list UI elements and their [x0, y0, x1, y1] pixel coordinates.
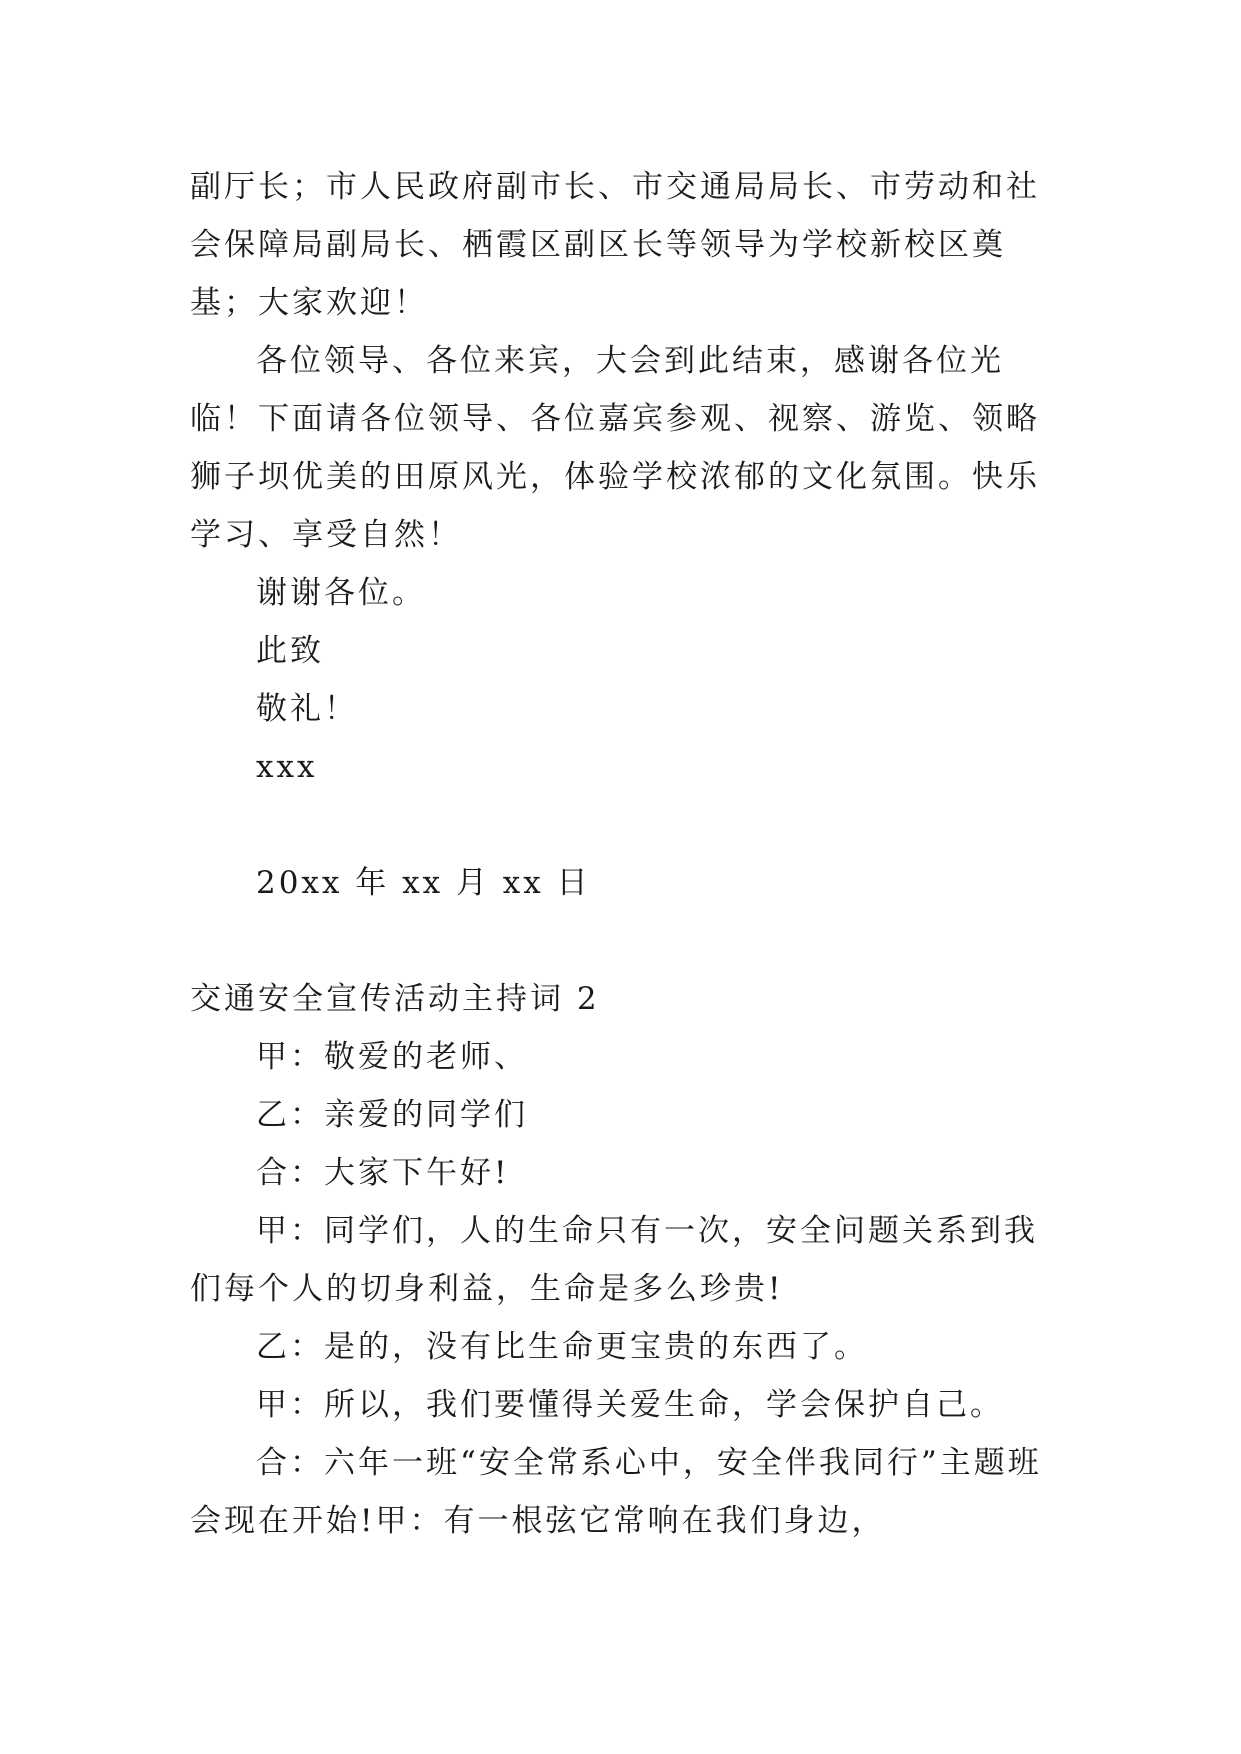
paragraph-thanks: 谢谢各位。	[256, 575, 426, 611]
spacer	[190, 796, 1060, 854]
dialogue-line: 合：六年一班“安全常系心中，安全伴我同行”主题班会现在开始!甲：有一根弦它常响在我们身边，	[190, 1445, 1042, 1539]
paragraph-leaders-foundation: 副厅长；市人民政府副市长、市交通局局长、市劳动和社会保障局副局长、栖霞区副区长等领导为学校新校区奠基；大家欢迎！	[190, 169, 1040, 321]
dialogue-line: 乙：亲爱的同学们	[256, 1097, 528, 1133]
signature-name: xxx	[256, 749, 318, 785]
section-title: 交通安全宣传活动主持词 2	[190, 981, 600, 1017]
dialogue-line: 甲：敬爱的老师、	[256, 1039, 528, 1075]
signature-date: 20xx 年 xx 月 xx 日	[256, 865, 591, 901]
closing-salutation-2: 敬礼！	[256, 691, 358, 727]
closing-salutation-1: 此致	[256, 633, 324, 669]
dialogue-line: 甲：同学们，人的生命只有一次，安全问题关系到我们每个人的切身利益，生命是多么珍贵!	[190, 1213, 1038, 1307]
dialogue-line: 合：大家下午好!	[256, 1155, 510, 1191]
paragraph-closing-remarks: 各位领导、各位来宾，大会到此结束，感谢各位光临！下面请各位领导、各位嘉宾参观、视察、游览、领略狮子坝优美的田原风光，体验学校浓郁的文化氛围。快乐学习、享受自然！	[190, 343, 1040, 553]
dialogue-line: 乙：是的，没有比生命更宝贵的东西了。	[256, 1329, 868, 1365]
dialogue-line: 甲：所以，我们要懂得关爱生命，学会保护自己。	[256, 1387, 1004, 1423]
document-page	[190, 158, 1060, 1550]
spacer	[190, 912, 1060, 970]
